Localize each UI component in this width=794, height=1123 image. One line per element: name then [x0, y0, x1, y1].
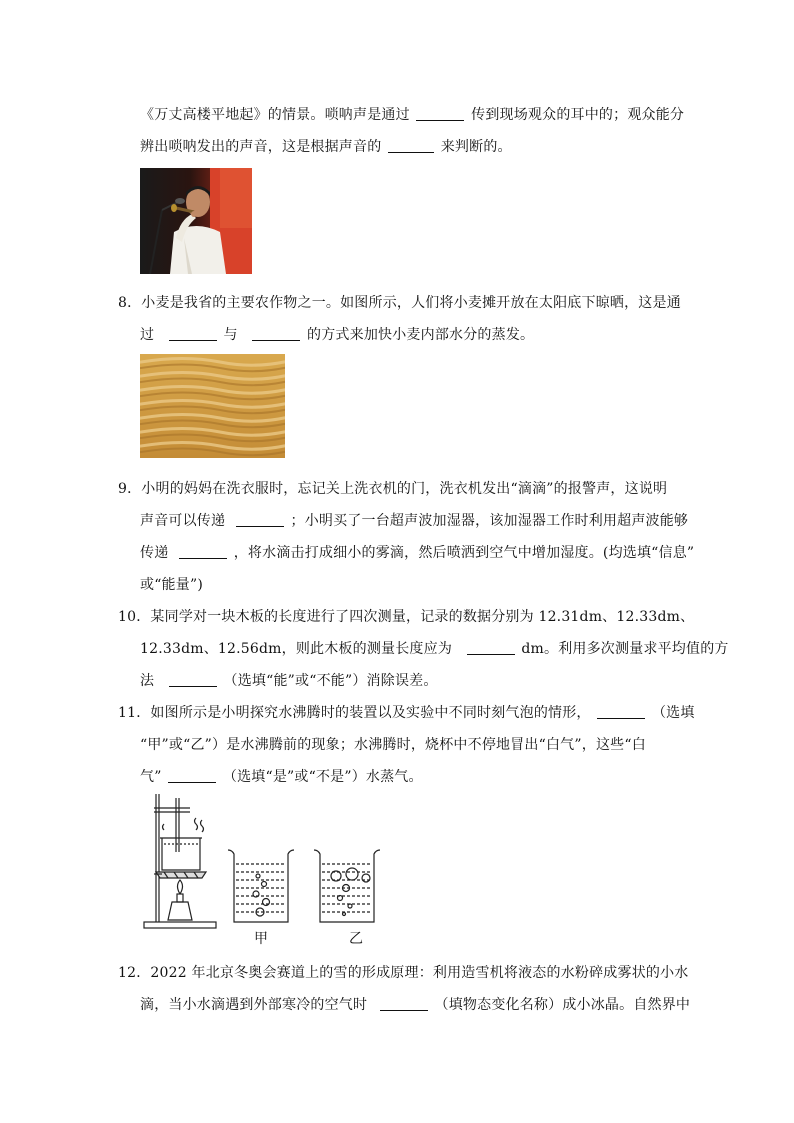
- q11-line-3: 气” （选填“是”或“不是”）水蒸气。: [140, 769, 423, 785]
- answer-blank[interactable]: [388, 138, 434, 153]
- suona-performer-photo: [140, 168, 252, 274]
- q9-line-4: 或“能量”): [140, 577, 203, 593]
- answer-blank[interactable]: [416, 106, 464, 121]
- answer-blank[interactable]: [169, 672, 217, 687]
- q11-line-1: 11．如图所示是小明探究水沸腾时的装置以及实验中不同时刻气泡的情形， （选填: [118, 705, 695, 721]
- q9-line-2: 声音可以传递 ；小明买了一台超声波加湿器，该加湿器工作时利用超声波能够: [140, 513, 689, 529]
- q11-line-2: “甲”或“乙”）是水沸腾前的现象；水沸腾时，烧杯中不停地冒出“白气”，这些“白: [140, 737, 646, 753]
- q7-line-1: 《万丈高楼平地起》的情景。唢呐声是通过 传到现场观众的耳中的；观众能分: [140, 107, 685, 123]
- answer-blank[interactable]: [169, 326, 217, 341]
- answer-blank[interactable]: [467, 640, 515, 655]
- q8-line-1: 8．小麦是我省的主要农作物之一。如图所示，人们将小麦摊开放在太阳底下晾晒，这是通: [118, 295, 681, 311]
- answer-blank[interactable]: [236, 512, 284, 527]
- answer-blank[interactable]: [252, 326, 300, 341]
- wheat-drying-photo: [140, 354, 285, 458]
- q10-line-1: 10．某同学对一块木板的长度进行了四次测量，记录的数据分别为 12.31dm、12.33dm、: [118, 609, 695, 625]
- answer-blank[interactable]: [168, 768, 216, 783]
- q9-line-3: 传递 ，将水滴击打成细小的雾滴，然后喷洒到空气中增加湿度。(均选填“信息”: [140, 545, 695, 561]
- answer-blank[interactable]: [179, 544, 227, 559]
- q12-line-1: 12．2022 年北京冬奥会赛道上的雪的形成原理：利用造雪机将液态的水粉碎成雾状的小水: [118, 965, 689, 981]
- answer-blank[interactable]: [597, 704, 645, 719]
- q10-line-3: 法 （选填“能”或“不能”）消除误差。: [140, 673, 438, 689]
- answer-blank[interactable]: [380, 996, 428, 1011]
- q12-line-2: 滴，当小水滴遇到外部寒冷的空气时 （填物态变化名称）成小冰晶。自然界中: [140, 997, 691, 1013]
- label-yi: 乙: [349, 931, 363, 947]
- label-jia: 甲: [254, 931, 268, 947]
- q7-line-2: 辨出唢呐发出的声音，这是根据声音的 来判断的。: [140, 139, 512, 155]
- q9-line-1: 9．小明的妈妈在洗衣服时，忘记关上洗衣机的门，洗衣机发出“滴滴”的报警声，这说明: [118, 481, 668, 497]
- boiling-apparatus-diagram: [140, 790, 400, 940]
- q8-line-2: 过 与 的方式来加快小麦内部水分的蒸发。: [140, 327, 535, 343]
- q10-line-2: 12.33dm、12.56dm，则此木板的测量长度应为 dm。利用多次测量求平均值的方: [140, 641, 729, 657]
